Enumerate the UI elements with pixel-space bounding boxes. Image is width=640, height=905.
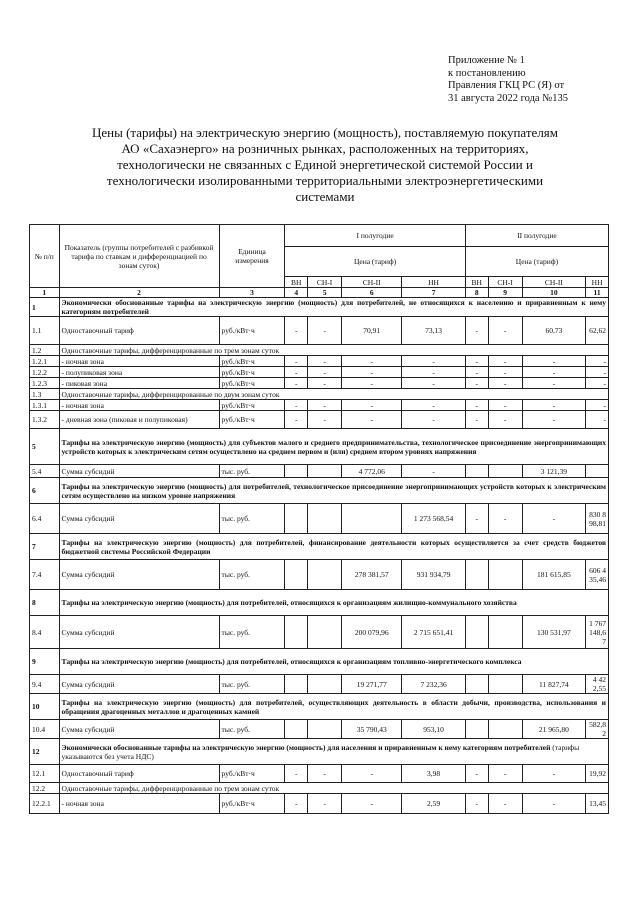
- value-cell: 181 615,85: [522, 560, 586, 590]
- value-cell: 2 715 651,41: [402, 616, 466, 649]
- value-cell: -: [402, 400, 466, 411]
- value-cell: [308, 616, 342, 649]
- section-row: [30, 534, 609, 560]
- value-cell: 3,98: [402, 765, 466, 783]
- appendix-line: 31 августа 2022 года №135: [448, 92, 568, 104]
- subsection-title: Одноставочные тарифы, дифференцированные по трем зонам суток: [59, 783, 609, 794]
- row-unit: тыс. руб.: [219, 616, 285, 649]
- col-number: 10: [522, 288, 586, 298]
- value-cell: -: [465, 411, 488, 429]
- value-cell: [488, 720, 522, 739]
- value-cell: -: [488, 378, 522, 389]
- value-cell: [488, 560, 522, 590]
- value-cell: -: [308, 378, 342, 389]
- row-number: 1.2: [30, 345, 60, 356]
- column-numbers-row: [30, 288, 609, 298]
- appendix-note: [448, 55, 628, 105]
- row-number: 10.4: [30, 720, 60, 739]
- row-number: 5.4: [30, 465, 60, 478]
- value-cell: -: [522, 504, 586, 534]
- subsection-title: Одноставочные тарифы, дифференцированные по двум зонам суток: [59, 389, 609, 400]
- value-cell: 953,10: [402, 720, 466, 739]
- table-row: [30, 616, 609, 649]
- section-row: [30, 783, 609, 794]
- value-cell: -: [402, 356, 466, 367]
- table-row: [30, 356, 609, 367]
- row-number: 12.1: [30, 765, 60, 783]
- value-cell: 19,92: [586, 765, 609, 783]
- row-name: - ночная зона: [59, 794, 219, 814]
- head-nn: НН: [586, 277, 609, 288]
- head-vn: ВН: [465, 277, 488, 288]
- value-cell: -: [285, 356, 308, 367]
- head-vn: ВН: [285, 277, 308, 288]
- value-cell: -: [285, 400, 308, 411]
- section-title: Тарифы на электрическую энергию (мощность) для потребителей, финансирование деятельности которых осуществляется за счет средств бюджетов бюджетной системы Российской Федерации: [59, 534, 609, 560]
- row-unit: руб./кВт·ч: [219, 400, 285, 411]
- value-cell: [465, 560, 488, 590]
- row-number: 7: [30, 534, 60, 560]
- value-cell: -: [342, 794, 402, 814]
- section-row: [30, 590, 609, 616]
- value-cell: 13,45: [586, 794, 609, 814]
- row-number: 1.3.2: [30, 411, 60, 429]
- head-half2: II полугодие: [465, 225, 608, 247]
- row-name: Сумма субсидий: [59, 675, 219, 694]
- value-cell: [285, 720, 308, 739]
- value-cell: 130 531,97: [522, 616, 586, 649]
- table-body: [30, 298, 609, 814]
- section-row: [30, 345, 609, 356]
- section-title: Экономически обоснованные тарифы на электрическую энергию (мощность) для потребителей, не относящихся к населению и приравненным к нему категориям потребителей: [59, 298, 609, 317]
- value-cell: -: [488, 400, 522, 411]
- table-row: [30, 794, 609, 814]
- value-cell: 2,59: [402, 794, 466, 814]
- value-cell: -: [488, 504, 522, 534]
- row-number: 1.2.3: [30, 378, 60, 389]
- row-name: Сумма субсидий: [59, 720, 219, 739]
- value-cell: -: [342, 367, 402, 378]
- value-cell: 582,82: [586, 720, 609, 739]
- col-number: 9: [488, 288, 522, 298]
- appendix-line: к постановлению: [448, 67, 526, 79]
- value-cell: [285, 504, 308, 534]
- value-cell: -: [285, 765, 308, 783]
- row-number: 1.2.2: [30, 367, 60, 378]
- value-cell: -: [522, 400, 586, 411]
- row-name: - дневная зона (пиковая и полупиковая): [59, 411, 219, 429]
- tariff-table: [29, 224, 609, 814]
- row-unit: тыс. руб.: [219, 560, 285, 590]
- row-unit: руб./кВт·ч: [219, 794, 285, 814]
- section-row: [30, 739, 609, 765]
- value-cell: [308, 675, 342, 694]
- value-cell: -: [522, 378, 586, 389]
- row-name: Сумма субсидий: [59, 465, 219, 478]
- head-sn2: СН-II: [522, 277, 586, 288]
- row-number: 7.4: [30, 560, 60, 590]
- value-cell: -: [465, 378, 488, 389]
- value-cell: [308, 504, 342, 534]
- value-cell: -: [586, 378, 609, 389]
- row-name: Сумма субсидий: [59, 560, 219, 590]
- value-cell: -: [285, 411, 308, 429]
- col-number: 5: [308, 288, 342, 298]
- value-cell: 7 232,36: [402, 675, 466, 694]
- section-title: Тарифы на электрическую энергию (мощность) для потребителей, относящихся к организациям топливно-энергетического комплекса: [59, 649, 609, 675]
- value-cell: [285, 616, 308, 649]
- head-sn2: СН-II: [342, 277, 402, 288]
- value-cell: 606 435,46: [586, 560, 609, 590]
- value-cell: 830 898,81: [586, 504, 609, 534]
- row-name: Сумма субсидий: [59, 504, 219, 534]
- value-cell: -: [522, 356, 586, 367]
- value-cell: [308, 560, 342, 590]
- value-cell: -: [488, 367, 522, 378]
- value-cell: -: [522, 765, 586, 783]
- value-cell: [488, 465, 522, 478]
- value-cell: -: [308, 765, 342, 783]
- row-number: 1.2.1: [30, 356, 60, 367]
- row-unit: руб./кВт·ч: [219, 411, 285, 429]
- value-cell: -: [465, 504, 488, 534]
- head-indicator: Показатель (группы потребителей с разбивкой тарифа по ставкам и дифференциацией по зонам суток): [59, 225, 219, 288]
- value-cell: 70,91: [342, 317, 402, 345]
- row-unit: тыс. руб.: [219, 465, 285, 478]
- value-cell: -: [308, 356, 342, 367]
- value-cell: -: [342, 356, 402, 367]
- value-cell: [488, 616, 522, 649]
- value-cell: -: [465, 356, 488, 367]
- table-row: [30, 367, 609, 378]
- appendix-line: Приложение № 1: [448, 55, 525, 66]
- value-cell: -: [522, 411, 586, 429]
- row-name: Одноставочный тариф: [59, 765, 219, 783]
- row-number: 6: [30, 478, 60, 504]
- section-row: [30, 298, 609, 317]
- value-cell: [285, 675, 308, 694]
- value-cell: -: [285, 367, 308, 378]
- value-cell: -: [586, 400, 609, 411]
- value-cell: [488, 675, 522, 694]
- value-cell: 62,62: [586, 317, 609, 345]
- value-cell: 931 934,79: [402, 560, 466, 590]
- value-cell: -: [402, 378, 466, 389]
- row-unit: руб./кВт·ч: [219, 765, 285, 783]
- row-number: 1: [30, 298, 60, 317]
- value-cell: 11 827,74: [522, 675, 586, 694]
- head-unit: Единица измерения: [219, 225, 285, 288]
- col-number: 1: [30, 288, 60, 298]
- value-cell: [465, 465, 488, 478]
- head-half1: I полугодие: [285, 225, 465, 247]
- col-number: 4: [285, 288, 308, 298]
- row-unit: тыс. руб.: [219, 720, 285, 739]
- value-cell: -: [285, 317, 308, 345]
- section-title: Тарифы на электрическую энергию (мощность) для потребителей, относящихся к организациям жилищно-коммунального хозяйства: [59, 590, 609, 616]
- value-cell: -: [342, 411, 402, 429]
- value-cell: [285, 465, 308, 478]
- table-row: [30, 720, 609, 739]
- value-cell: -: [488, 794, 522, 814]
- row-number: 12.2: [30, 783, 60, 794]
- value-cell: -: [342, 765, 402, 783]
- section-title: [59, 739, 609, 765]
- head-sn1: СН-I: [308, 277, 342, 288]
- row-number: 6.4: [30, 504, 60, 534]
- value-cell: 73,13: [402, 317, 466, 345]
- row-unit: руб./кВт·ч: [219, 367, 285, 378]
- document-title: Цены (тарифы) на электрическую энергию (мощность), поставляемую покупателям АО «Сахаэнерго» на розничных рынках, расположенных на территориях, технологически не связанных с Единой энергетической системой России и технологически изолированными территориальными электроэнергетическими системами: [91, 125, 559, 204]
- section-row: [30, 649, 609, 675]
- section-title: Тарифы на электрическую энергию (мощность) для субъектов малого и среднего предпринимательства, технологическое присоединение энергопринимающих устройств которых к электрическим сетям осуществлено на среднем первом и (или) среднем втором уровнях напряжения: [59, 429, 609, 465]
- row-name: - полупиковая зона: [59, 367, 219, 378]
- row-number: 8.4: [30, 616, 60, 649]
- table-row: [30, 675, 609, 694]
- section-row: [30, 429, 609, 465]
- value-cell: -: [342, 378, 402, 389]
- row-unit: руб./кВт·ч: [219, 378, 285, 389]
- section-title: Тарифы на электрическую энергию (мощность) для потребителей, технологическое присоединение энергопринимающих устройств которых к электрическим сетям осуществлено на низком уровне напряжения: [59, 478, 609, 504]
- value-cell: 4 422,55: [586, 675, 609, 694]
- value-cell: [342, 504, 402, 534]
- row-unit: тыс. руб.: [219, 675, 285, 694]
- value-cell: -: [402, 367, 466, 378]
- col-number: 8: [465, 288, 488, 298]
- table-head: [30, 225, 609, 298]
- value-cell: -: [465, 400, 488, 411]
- value-cell: -: [586, 411, 609, 429]
- row-number: 1.3.1: [30, 400, 60, 411]
- row-number: 12.2.1: [30, 794, 60, 814]
- section-row: [30, 389, 609, 400]
- section-title-bold: Экономически обоснованные тарифы на электрическую энергию (мощность) для населения и приравненным к нему категориям потребителей: [61, 742, 551, 752]
- value-cell: -: [285, 794, 308, 814]
- section-title: Тарифы на электрическую энергию (мощность) для потребителей, осуществляющих деятельность в области добычи, производства, использования и обращения драгоценных металлов и драгоценных камней: [59, 694, 609, 720]
- section-title-note: (тарифы указываются без учета НДС): [61, 742, 580, 761]
- row-unit: руб./кВт·ч: [219, 317, 285, 345]
- value-cell: 35 790,43: [342, 720, 402, 739]
- value-cell: 278 381,57: [342, 560, 402, 590]
- col-number: 2: [59, 288, 219, 298]
- value-cell: -: [465, 794, 488, 814]
- value-cell: -: [465, 367, 488, 378]
- row-number: 8: [30, 590, 60, 616]
- table-row: [30, 411, 609, 429]
- value-cell: -: [308, 367, 342, 378]
- value-cell: 1 767 148,67: [586, 616, 609, 649]
- subsection-title: Одноставочные тарифы, дифференцированные по трем зонам суток: [59, 345, 609, 356]
- col-number: 11: [586, 288, 609, 298]
- head-num: № п/п: [30, 225, 60, 288]
- col-number: 7: [402, 288, 466, 298]
- value-cell: [285, 560, 308, 590]
- value-cell: -: [308, 400, 342, 411]
- value-cell: [308, 720, 342, 739]
- row-number: 1.3: [30, 389, 60, 400]
- value-cell: 3 121,39: [522, 465, 586, 478]
- row-number: 9.4: [30, 675, 60, 694]
- row-number: 1.1: [30, 317, 60, 345]
- value-cell: [465, 616, 488, 649]
- value-cell: -: [488, 317, 522, 345]
- value-cell: [586, 465, 609, 478]
- value-cell: 60,73: [522, 317, 586, 345]
- value-cell: [308, 465, 342, 478]
- value-cell: -: [285, 378, 308, 389]
- row-name: Одноставочный тариф: [59, 317, 219, 345]
- table-row: [30, 560, 609, 590]
- row-number: 5: [30, 429, 60, 465]
- value-cell: -: [488, 411, 522, 429]
- row-number: 9: [30, 649, 60, 675]
- value-cell: -: [402, 411, 466, 429]
- value-cell: 200 079,96: [342, 616, 402, 649]
- appendix-line: Правления ГКЦ РС (Я) от: [448, 80, 565, 91]
- table-row: [30, 317, 609, 345]
- head-sn1: СН-I: [488, 277, 522, 288]
- col-number: 3: [219, 288, 285, 298]
- table-row: [30, 378, 609, 389]
- row-name: - ночная зона: [59, 356, 219, 367]
- value-cell: [465, 720, 488, 739]
- row-name: Сумма субсидий: [59, 616, 219, 649]
- row-name: - ночная зона: [59, 400, 219, 411]
- value-cell: -: [465, 317, 488, 345]
- table-row: [30, 504, 609, 534]
- value-cell: -: [308, 411, 342, 429]
- value-cell: -: [402, 465, 466, 478]
- value-cell: -: [308, 317, 342, 345]
- row-number: 12: [30, 739, 60, 765]
- value-cell: 4 772,06: [342, 465, 402, 478]
- col-number: 6: [342, 288, 402, 298]
- value-cell: 21 965,80: [522, 720, 586, 739]
- head-price2: Цена (тариф): [465, 247, 608, 277]
- value-cell: -: [308, 794, 342, 814]
- value-cell: -: [465, 765, 488, 783]
- value-cell: -: [342, 400, 402, 411]
- row-number: 10: [30, 694, 60, 720]
- head-price1: Цена (тариф): [285, 247, 465, 277]
- row-name: - пиковая зона: [59, 378, 219, 389]
- value-cell: -: [522, 794, 586, 814]
- value-cell: 19 271,77: [342, 675, 402, 694]
- value-cell: -: [488, 356, 522, 367]
- row-unit: руб./кВт·ч: [219, 356, 285, 367]
- value-cell: -: [586, 356, 609, 367]
- value-cell: -: [522, 367, 586, 378]
- value-cell: -: [586, 367, 609, 378]
- value-cell: 1 273 568,54: [402, 504, 466, 534]
- section-row: [30, 478, 609, 504]
- value-cell: -: [488, 765, 522, 783]
- row-unit: тыс. руб.: [219, 504, 285, 534]
- value-cell: [465, 675, 488, 694]
- table-row: [30, 465, 609, 478]
- table-row: [30, 765, 609, 783]
- table-row: [30, 400, 609, 411]
- head-nn: НН: [402, 277, 466, 288]
- section-row: [30, 694, 609, 720]
